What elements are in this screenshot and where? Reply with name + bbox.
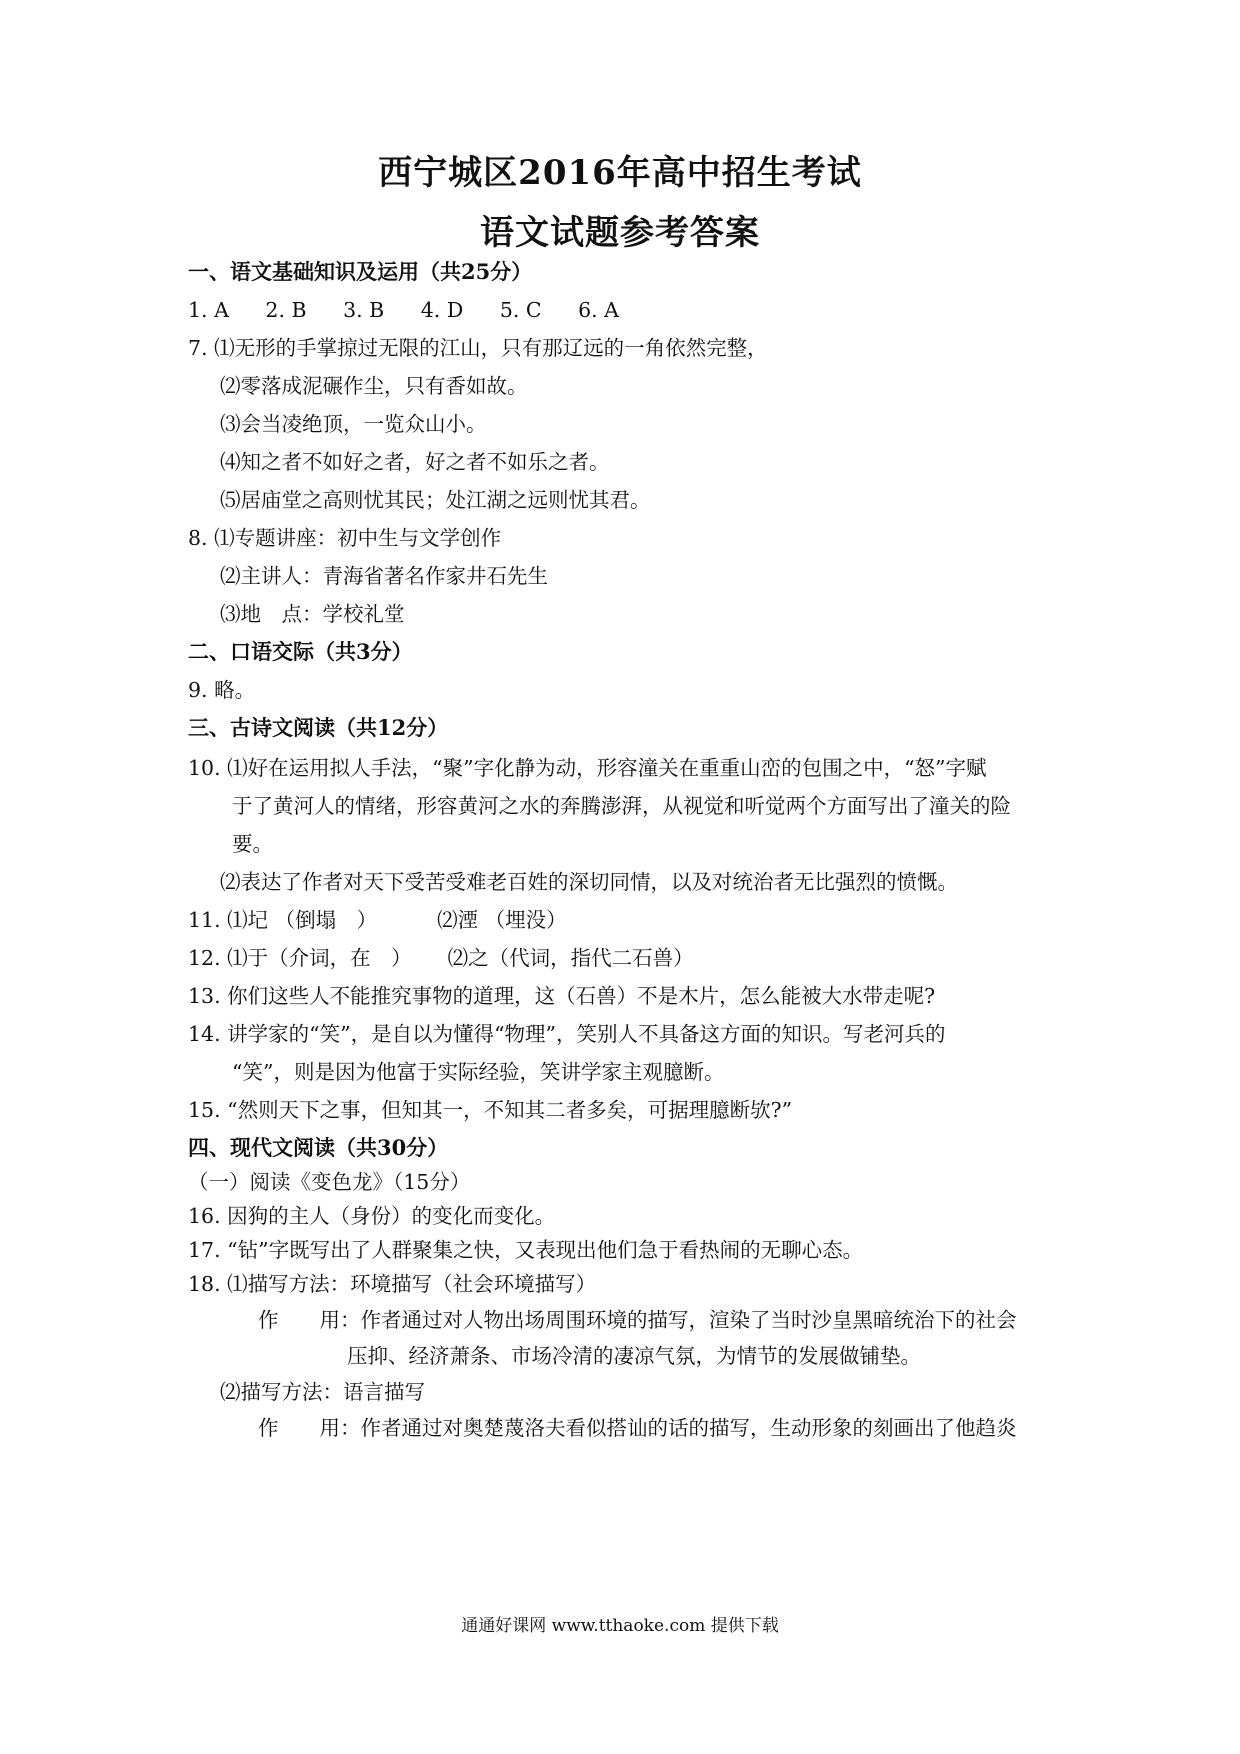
- q10-line-4: ⑵表达了作者对天下受苦受难老百姓的深切同情，以及对统治者无比强烈的愤慨。: [220, 870, 958, 894]
- q14-line-1: 14. 讲学家的“笑”，是自以为懂得“物理”，笑别人不具备这方面的知识。写老河兵的: [188, 1022, 946, 1046]
- q18-line-2: 作 用：作者通过对人物出场周围环境的描写，渲染了当时沙皇黑暗统治下的社会: [258, 1308, 1017, 1332]
- q13-answer: 13. 你们这些人不能推究事物的道理，这（石兽）不是木片，怎么能被大水带走呢?: [188, 984, 936, 1008]
- q18-line-4: ⑵描写方法：语言描写: [220, 1380, 425, 1404]
- q9-answer: 9. 略。: [188, 678, 256, 702]
- answer-5: 5. C: [499, 298, 542, 322]
- answer-6: 6. A: [578, 298, 619, 322]
- subsection-1-heading: （一）阅读《变色龙》（15分）: [188, 1170, 471, 1194]
- section-heading-4: 四、现代文阅读（共30分）: [188, 1135, 449, 1160]
- answer-3: 3. B: [343, 298, 385, 322]
- mc-answers-row: [188, 296, 649, 324]
- q18-line-3: 压抑、经济萧条、市场冷清的凄凉气氛，为情节的发展做铺垫。: [347, 1344, 921, 1368]
- section-heading-2: 二、口语交际（共3分）: [188, 639, 413, 664]
- q12-part-1: 12. ⑴于（介词，在 ）: [188, 946, 412, 970]
- page-subtitle: 语文试题参考答案: [480, 213, 760, 253]
- q7-line-3: ⑶会当凌绝顶，一览众山小。: [220, 412, 487, 436]
- q8-line-2: ⑵主讲人：青海省著名作家井石先生: [220, 564, 548, 588]
- footer-source: 通通好课网 www.tthaoke.com 提供下载: [461, 1616, 779, 1636]
- q14-line-2: “笑”，则是因为他富于实际经验，笑讲学家主观臆断。: [232, 1060, 725, 1084]
- answer-1: 1. A: [188, 298, 229, 322]
- q7-line-1: 7. ⑴无形的手掌掠过无限的江山，只有那辽远的一角依然完整，: [188, 336, 768, 360]
- q17-answer: 17. “钻”字既写出了人群聚集之快，又表现出他们急于看热闹的无聊心态。: [188, 1238, 864, 1262]
- q11-part-1: 11. ⑴圮 （倒塌 ）: [188, 908, 378, 932]
- section-heading-1: 一、语文基础知识及运用（共25分）: [188, 259, 533, 284]
- q11-part-2: ⑵湮 （埋没）: [437, 908, 567, 932]
- q10-line-2: 于了黄河人的情绪，形容黄河之水的奔腾澎湃，从视觉和听觉两个方面写出了潼关的险: [232, 794, 1011, 818]
- section-heading-3: 三、古诗文阅读（共12分）: [188, 715, 449, 740]
- q16-answer: 16. 因狗的主人（身份）的变化而变化。: [188, 1204, 556, 1228]
- q8-line-3: ⑶地 点：学校礼堂: [220, 602, 405, 626]
- page-title: 西宁城区2016年高中招生考试: [378, 153, 862, 193]
- q7-line-5: ⑸居庙堂之高则忧其民；处江湖之远则忧其君。: [220, 488, 651, 512]
- q11-answer: [188, 906, 567, 934]
- q18-line-1: 18. ⑴描写方法：环境描写（社会环境描写）: [188, 1272, 597, 1296]
- answer-4: 4. D: [420, 298, 464, 322]
- answer-2: 2. B: [265, 298, 307, 322]
- q10-line-3: 要。: [232, 832, 273, 856]
- q10-line-1: 10. ⑴好在运用拟人手法，“聚”字化静为动，形容潼关在重重山峦的包围之中，“怒”字赋: [188, 756, 987, 780]
- q7-line-2: ⑵零落成泥碾作尘，只有香如故。: [220, 374, 528, 398]
- q7-line-4: ⑷知之者不如好之者，好之者不如乐之者。: [220, 450, 610, 474]
- q12-answer: [188, 944, 694, 972]
- q8-line-1: 8. ⑴专题讲座：初中生与文学创作: [188, 526, 502, 550]
- q12-part-2: ⑵之（代词，指代二石兽）: [447, 946, 694, 970]
- q15-answer: 15. “然则天下之事，但知其一，不知其二者多矣，可据理臆断欤?”: [188, 1098, 793, 1122]
- q18-line-5: 作 用：作者通过对奥楚蔑洛夫看似搭讪的话的描写，生动形象的刻画出了他趋炎: [258, 1416, 1017, 1440]
